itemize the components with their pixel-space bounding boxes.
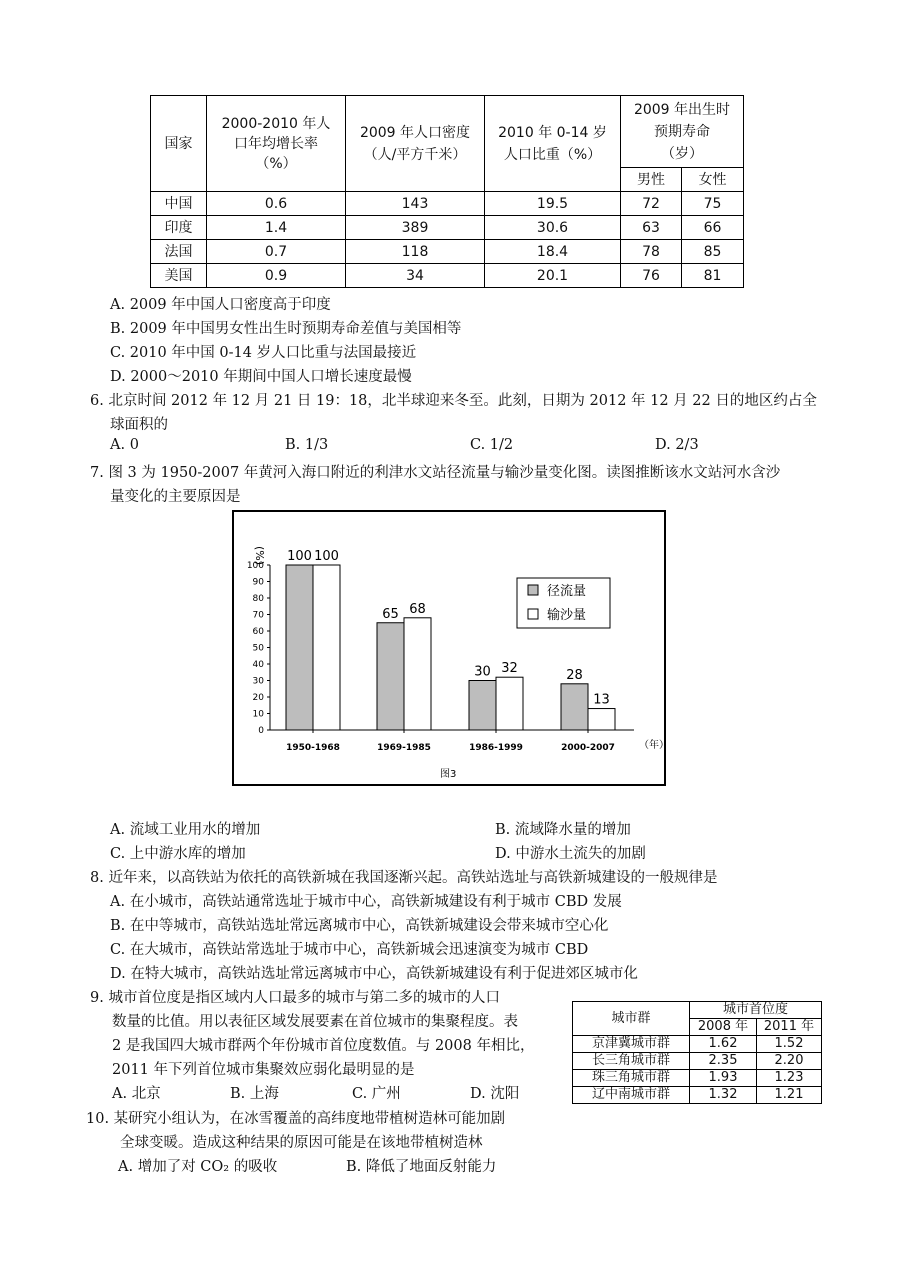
cell: 85 [682,240,744,264]
q5-option-c: C. 2010 年中国 0-14 岁人口比重与法国最接近 [110,345,417,361]
cell: 1.32 [690,1087,757,1104]
cell: 75 [682,192,744,216]
data-label: 100 [287,549,312,564]
data-label: 30 [474,664,491,680]
q7-option-d: D. 中游水土流失的加剧 [495,846,646,862]
x-tick-label: 1969-1985 [377,743,431,753]
cell: 法国 [151,240,207,264]
legend-label-runoff: 径流量 [547,584,587,599]
q6-option-c: C. 1/2 [470,437,514,453]
data-label: 65 [382,606,399,622]
cell: 1.4 [207,216,346,240]
q7-stem-line2: 量变化的主要原因是 [110,489,241,505]
data-label: 28 [566,667,583,683]
q8-option-d: D. 在特大城市，高铁站选址常远离城市中心，高铁新城建设有利于促进郊区城市化 [110,966,638,982]
bar-runoff [469,681,496,731]
bar-runoff [286,565,313,730]
cell: 中国 [151,192,207,216]
chart-legend [517,578,610,628]
cell: 389 [346,216,485,240]
q7-stem-line1: 7. 图 3 为 1950-2007 年黄河入海口附近的利津水文站径流量与输沙量变化图。读图推断该水文站河水含沙 [90,465,781,481]
q7-option-c: C. 上中游水库的增加 [110,846,246,862]
q9-stem-line4: 2011 年下列首位城市集聚效应弱化最明显的是 [112,1062,415,1078]
cell: 长三角城市群 [573,1053,690,1070]
header-year-2008: 2008 年 [690,1019,757,1036]
cell: 2.20 [757,1053,822,1070]
q10-stem-line2: 全球变暖。造成这种结果的原因可能是在该地带植树造林 [120,1135,483,1151]
bar-chart [234,512,669,784]
q9-option-b: B. 上海 [230,1086,279,1102]
cell: 京津冀城市群 [573,1036,690,1053]
chart-title: 图3 [440,769,457,780]
data-label: 100 [314,549,339,564]
y-tick-label: 90 [252,577,264,588]
cell: 2.35 [690,1053,757,1070]
table-row [573,1036,822,1053]
cell: 1.62 [690,1036,757,1053]
legend-swatch-sediment [528,609,538,619]
cell: 81 [682,264,744,288]
q6-option-d: D. 2/3 [655,437,699,453]
cell: 1.93 [690,1070,757,1087]
x-tick-label: 1950-1968 [286,743,340,753]
cell: 0.9 [207,264,346,288]
cell: 66 [682,216,744,240]
q9-stem-line3: 2 是我国四大城市群两个年份城市首位度数值。与 2008 年相比， [112,1038,535,1054]
q7-option-a: A. 流域工业用水的增加 [110,822,261,838]
header-primacy: 城市首位度 [690,1002,822,1019]
q9-option-d: D. 沈阳 [470,1086,520,1102]
population-table [150,95,744,288]
bar-sediment [404,618,431,730]
q6-option-b: B. 1/3 [285,437,329,453]
y-tick-label: 40 [252,660,264,670]
q8-option-b: B. 在中等城市，高铁站选址常远离城市中心，高铁新城建设会带来城市空心化 [110,918,609,934]
header-growth: 2000-2010 年人 口年均增长率 （%） [207,96,346,192]
data-label: 13 [593,692,610,708]
q9-stem-line2: 数量的比值。用以表征区域发展要素在首位城市的集聚程度。表 [112,1014,518,1030]
data-label: 68 [409,601,426,617]
table-row [151,192,744,216]
header-density: 2009 年人口密度 （人/平方千米） [346,96,485,192]
header-children: 2010 年 0-14 岁 人口比重（%） [485,96,621,192]
cell: 72 [621,192,682,216]
y-tick-label: 30 [252,676,264,687]
cell: 20.1 [485,264,621,288]
bar-sediment [496,677,523,730]
q6-stem-line2: 球面积的 [110,417,168,433]
header-country: 国家 [151,96,207,192]
y-tick-label: 20 [252,693,264,703]
table-row [151,264,744,288]
cell: 1.23 [757,1070,822,1087]
cell: 美国 [151,264,207,288]
q9-option-a: A. 北京 [112,1086,161,1102]
header-female: 女性 [682,168,744,192]
q9-option-c: C. 广州 [352,1086,401,1102]
table-row [151,240,744,264]
y-tick-label: 80 [252,594,264,604]
cell: 19.5 [485,192,621,216]
q5-option-a: A. 2009 年中国人口密度高于印度 [110,297,331,313]
x-tick-label: 1986-1999 [469,743,523,753]
q8-option-c: C. 在大城市，高铁站常选址于城市中心，高铁新城会迅速演变为城市 CBD [110,942,589,958]
q9-stem-line1: 9. 城市首位度是指区域内人口最多的城市与第二多的城市的人口 [90,990,500,1006]
q10-option-b: B. 降低了地面反射能力 [346,1159,497,1175]
q8-option-a: A. 在小城市，高铁站通常选址于城市中心，高铁新城建设有利于城市 CBD 发展 [110,894,622,910]
x-tick-label: 2000-2007 [561,743,615,753]
y-tick-label: 60 [252,627,264,637]
bar-sediment [588,709,615,730]
table-row [573,1053,822,1070]
y-tick-label: 0 [258,726,264,736]
header-year-2011: 2011 年 [757,1019,822,1036]
cell: 143 [346,192,485,216]
cell: 1.52 [757,1036,822,1053]
table-row [151,216,744,240]
table-row [573,1070,822,1087]
y-tick-label: 100 [246,561,264,571]
q6-stem-line1: 6. 北京时间 2012 年 12 月 21 日 19：18，北半球迎来冬至。此刻，日期为 2012 年 12 月 22 日的地区约占全 [90,393,817,409]
cell: 34 [346,264,485,288]
y-tick-label: 10 [252,709,264,720]
cell: 1.21 [757,1087,822,1104]
q10-option-a: A. 增加了对 CO₂ 的吸收 [118,1159,278,1175]
q8-stem: 8. 近年来，以高铁站为依托的高铁新城在我国逐渐兴起。高铁站选址与高铁新城建设的一般规律是 [90,870,718,886]
legend-label-sediment: 输沙量 [547,608,587,623]
header-city-group: 城市群 [573,1002,690,1036]
cell: 18.4 [485,240,621,264]
cell: 76 [621,264,682,288]
table-row [573,1087,822,1104]
header-life: 2009 年出生时 预期寿命 （岁） [621,96,744,168]
q5-option-b: B. 2009 年中国男女性出生时预期寿命差值与美国相等 [110,321,462,337]
y-tick-label: 50 [252,643,264,654]
city-primacy-table [572,1001,822,1104]
q5-option-d: D. 2000～2010 年期间中国人口增长速度最慢 [110,369,412,385]
bar-runoff [561,684,588,730]
cell: 珠三角城市群 [573,1070,690,1087]
legend-swatch-runoff [528,585,538,595]
q6-option-a: A. 0 [110,437,139,453]
cell: 0.6 [207,192,346,216]
x-axis-unit: （年） [639,740,669,751]
cell: 30.6 [485,216,621,240]
cell: 118 [346,240,485,264]
cell: 63 [621,216,682,240]
bar-runoff [377,623,404,730]
q7-option-b: B. 流域降水量的增加 [495,822,631,838]
data-label: 32 [501,661,518,677]
cell: 78 [621,240,682,264]
y-tick-label: 70 [252,610,264,621]
q10-stem-line1: 10. 某研究小组认为，在冰雪覆盖的高纬度地带植树造林可能加剧 [86,1111,506,1127]
cell: 0.7 [207,240,346,264]
cell: 印度 [151,216,207,240]
cell: 辽中南城市群 [573,1087,690,1104]
header-male: 男性 [621,168,682,192]
figure-3-chart [232,510,669,786]
bar-sediment [313,565,340,730]
y-axis-unit: (%) [253,546,266,566]
